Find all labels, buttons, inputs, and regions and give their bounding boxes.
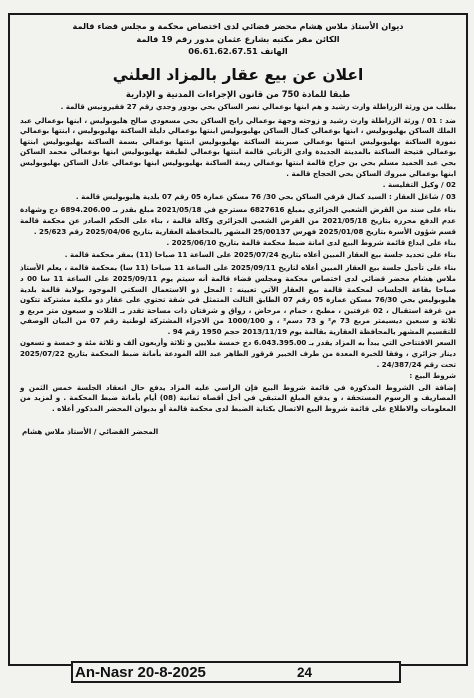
notice-basis-loan: بناء على سند من القرض الشعبي الجزائري بمبلغ 6827616 مسترجع في 2021/05/18 مبلغ بقدر بـ 6894.206.00 دج وشهادة عدم الدفع محررة بتاريخ 2021/05/18 من القرض الشعبي الجزائري وكالة قالمة ، بناء على الحكم الصادر عن محكمة قالمة قسم شؤون الأسرة بتاريخ 2025/01/08 فهرس 25/00137 المشهر بالمحافظة العقارية بتاريخ 2025/04/06 رقم 25/623 .	[20, 205, 457, 236]
notice-requester: بطلب من ورثة الزراطلة وارث رشيد و هم ابنها بوعمالي نصر الساكن بحي بودور وجدي رقم 27 فقيرونيس قالمة .	[60, 102, 456, 111]
notice-property-description: بناء على تأجيل جلسة بيع العقار المبين أعلاه لتاريخ 2025/09/11 على الساعة 11 صباحا (11 سا) بمحكمة قالمة ، يعلم الأستاذ ملاس هشام محضر قضائي لدى اختصاص محكمة ومجلس قضاء قالمة أنه سيتم يوم 2025/09/11 على الساعة 11 سا 00 د صباحا بقاعة الجلسات لمحكمة قالمة بيع العقار الآتي تعيينه : المحل ذو الاستعمال السكني الموجود بولاية قالمة بلدية هليوبوليس بحي 76/30 مسكن عمارة 05 رقم 07 الطابق الثالث المتمثل في شقة تحتوي على عقار ذو ملكية مشتركة تتكون من غرفة استقبال ، 02 غرفتين ، مطبخ ، حمام ، مرحاض ، رواق و شرفتان ذات مساحة تقدر بـ الثلاث و سبعون متر مربع و ثلاثة و سبعين ديسيمتر مربع 73 م² و 73 دسم² ، و 1000/100 من الاجزاء المشتركة لوطنية رقم 07 من البيان الوصفي للتقسيم المشهر بالمحافظة العقارية بقالمة يوم 2013/11/19 حجم 1950 رقم 94 .	[20, 263, 457, 336]
notice-subtitle: طبقا للمادة 750 من قانون الإجراءات المدنية و الإدارية	[125, 89, 351, 99]
notice-conditions: إضافة الى الشروط المذكورة في قائمة شروط البيع فإن الراسي عليه المزاد يدفع حال انعقاد الجلسة خمس الثمن و المصاريف و الرسوم المستحقة ، و يدفع المبلغ المتبقي في أجل أقصاه ثمانية (08) أيام بأمانة ضبط المحكمة . و لمزيد من المعلومات والاطلاع على قائمة شروط البيع الاتصال بكتابة الضبط لدى محكمة قالمة أو بديوان المحضر المذكور أعلاه .	[20, 382, 456, 414]
notice-title: اعلان عن بيع عقار بالمزاد العلني	[112, 66, 364, 84]
notice-basis-session: بناء على تحديد جلسة بيع العقار المبين أعلاه بتاريخ 2025/07/24 على الساعة 11 صباحا (11) بمقر محكمة قالمة .	[64, 249, 456, 259]
notice-defendant-2: 02 / وكيل التفليسة .	[382, 180, 456, 190]
legal-notice-frame	[8, 13, 468, 666]
office-phone: الهاتف 06.61.62.67.51	[188, 46, 288, 56]
page-number: 24	[297, 665, 313, 680]
notice-defendant-3: 03 / شاغل العقار : السيد كمال قرفي الساكن بحي 30/ 76 مسكن عمارة 05 رقم 07 بلدية هليوبوليس قالمة .	[75, 191, 456, 201]
notice-conditions-heading: شروط البيع :	[409, 371, 456, 381]
page-footer	[71, 661, 401, 683]
office-header-line2: الكائن مقر مكتبه بشارع عثمان مدور رقم 19 قالمة	[136, 34, 340, 44]
bailiff-signature: المحضر القضائي / الأستاذ ملاس هشام	[22, 426, 159, 436]
newspaper-date: An-Nasr 20-8-2025	[75, 664, 206, 681]
notice-basis-deposit: بناء على ايداع قائمة شروط البيع لدى امانة ضبط محكمة قالمة بتاريخ 2025/06/10 .	[166, 238, 456, 248]
notice-opening-price: السعر الافتتاحي التي يبدأ به المزاد يقدر بـ 6.043.395.00 دج خمسة ملايين و ثلاثة وأربعون ألف و ثلاثة مئة و خمسة و تسعون دينار جزائري ، وفقا للخبرة المعدة من طرف الخبير قرقور الطاهر عبد الله المودعة بأمانة ضبط المحكمة بتاريخ 2025/07/22 تحت رقم 24/387/24 .	[20, 338, 456, 369]
office-header-line1: ديوان الأستاذ ملاس هشام محضر قضائي لدى اختصاص محكمة و مجلس قضاء قالمة	[72, 21, 404, 31]
notice-defendants: ضد : 01 / ورثة الزراطلة وارث رشيد و زوجته وجهة بوعمالي رابح الساكن بحي مسعودي صالح هليوبوليس ، ابنها بوعمالي عبد الملك الساكن بهليوبوليس ، ابنها بوعمالي كمال الساكن بهليوبوليس ابنتها بوعمالي دليلة الساكنة بهليوبوليس ، ابنتها بوعمالي نمورة الساكنة بهليوبوليس ابنتها بوعمالي صبرينة الساكنة بهليوبوليس ابنتها بوعمالي بسمة الساكنة بهليوبوليس ابنتها بوعمالي فتيحة الساكنة بالمدينة الجديدة وادي الزناتي قالمة ابنتها بوعمالي لطيفة بهليوبوليس ابنها بوعمالي محمد الساكن بحي عبد الحميد مسلم بحي بن جراح قالمة ابنتها بوعمالي ريمة الساكنة بهليوبوليس ابنها بوعمالي عادل الساكن بهليوبوليس ابنها بوعمالي مبروك الساكن بحي الحجاج قالمة .	[20, 115, 456, 178]
